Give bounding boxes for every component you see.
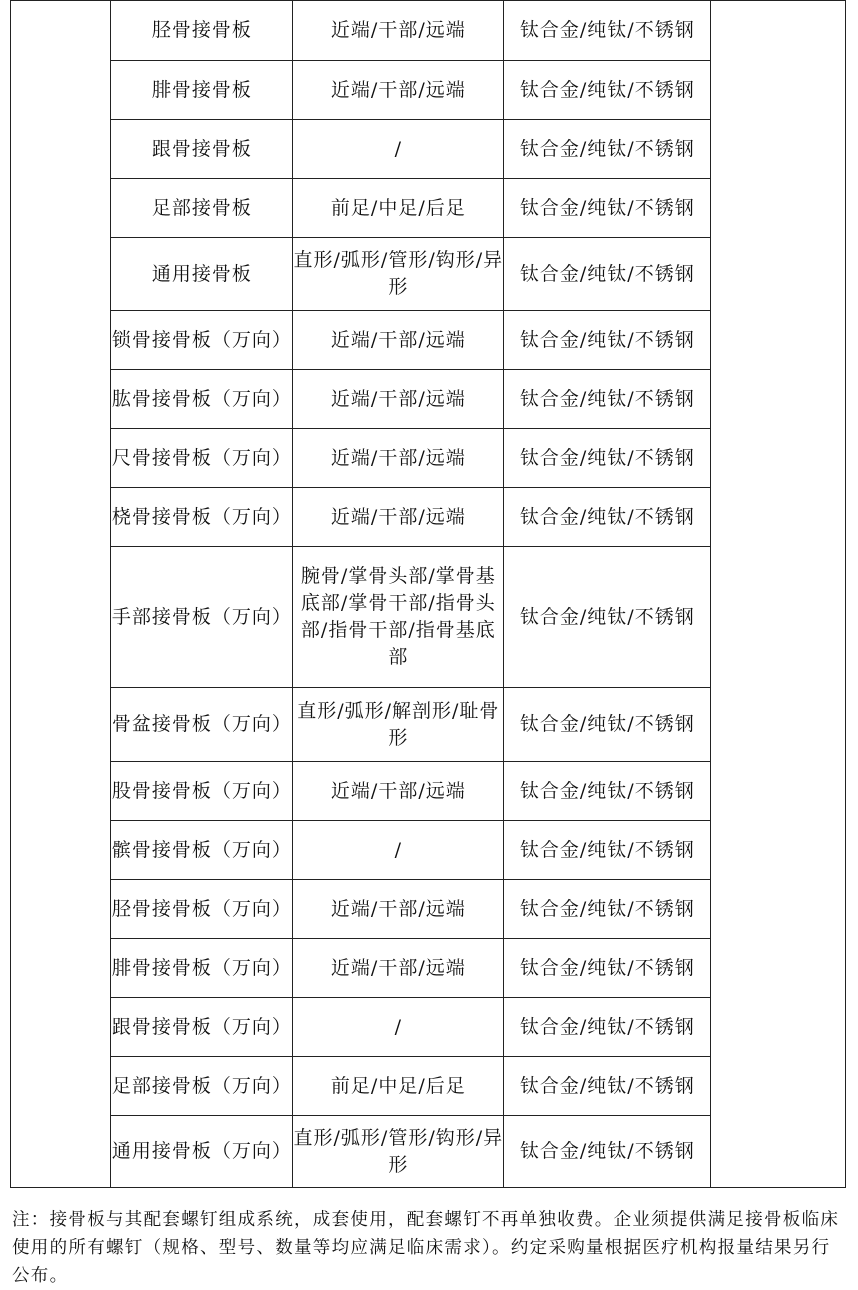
product-name-cell: 通用接骨板（万向）	[111, 1116, 293, 1188]
material-cell: 钛合金/纯钛/不锈钢	[504, 1, 711, 61]
material-cell: 钛合金/纯钛/不锈钢	[504, 939, 711, 998]
product-name-cell: 足部接骨板	[111, 179, 293, 238]
material-cell: 钛合金/纯钛/不锈钢	[504, 1116, 711, 1188]
material-cell: 钛合金/纯钛/不锈钢	[504, 311, 711, 370]
material-cell: 钛合金/纯钛/不锈钢	[504, 238, 711, 311]
parts-cell: 近端/干部/远端	[293, 488, 504, 547]
table-row	[11, 1, 846, 61]
material-cell: 钛合金/纯钛/不锈钢	[504, 370, 711, 429]
material-cell: 钛合金/纯钛/不锈钢	[504, 762, 711, 821]
parts-cell: /	[293, 821, 504, 880]
parts-cell: 近端/干部/远端	[293, 762, 504, 821]
parts-cell: 前足/中足/后足	[293, 179, 504, 238]
product-name-cell: 髌骨接骨板（万向）	[111, 821, 293, 880]
parts-cell: /	[293, 120, 504, 179]
product-name-cell: 骨盆接骨板（万向）	[111, 688, 293, 762]
product-spec-table	[10, 0, 846, 1188]
product-name-cell: 股骨接骨板（万向）	[111, 762, 293, 821]
material-cell: 钛合金/纯钛/不锈钢	[504, 429, 711, 488]
product-name-cell: 通用接骨板	[111, 238, 293, 311]
product-name-cell: 胫骨接骨板（万向）	[111, 880, 293, 939]
parts-cell: 腕骨/掌骨头部/掌骨基底部/掌骨干部/指骨头部/指骨干部/指骨基底部	[293, 547, 504, 688]
group-cell	[11, 1, 111, 1188]
material-cell: 钛合金/纯钛/不锈钢	[504, 821, 711, 880]
remark-cell	[711, 1, 846, 1188]
product-name-cell: 足部接骨板（万向）	[111, 1057, 293, 1116]
parts-cell: 近端/干部/远端	[293, 311, 504, 370]
product-name-cell: 腓骨接骨板	[111, 61, 293, 120]
material-cell: 钛合金/纯钛/不锈钢	[504, 61, 711, 120]
parts-cell: 直形/弧形/管形/钩形/异形	[293, 1116, 504, 1188]
product-name-cell: 跟骨接骨板（万向）	[111, 998, 293, 1057]
parts-cell: 近端/干部/远端	[293, 939, 504, 998]
material-cell: 钛合金/纯钛/不锈钢	[504, 120, 711, 179]
material-cell: 钛合金/纯钛/不锈钢	[504, 179, 711, 238]
parts-cell: 前足/中足/后足	[293, 1057, 504, 1116]
product-name-cell: 锁骨接骨板（万向）	[111, 311, 293, 370]
product-name-cell: 手部接骨板（万向）	[111, 547, 293, 688]
parts-cell: /	[293, 998, 504, 1057]
product-name-cell: 桡骨接骨板（万向）	[111, 488, 293, 547]
parts-cell: 近端/干部/远端	[293, 61, 504, 120]
product-name-cell: 胫骨接骨板	[111, 1, 293, 61]
product-name-cell: 尺骨接骨板（万向）	[111, 429, 293, 488]
parts-cell: 近端/干部/远端	[293, 370, 504, 429]
product-name-cell: 肱骨接骨板（万向）	[111, 370, 293, 429]
product-name-cell: 腓骨接骨板（万向）	[111, 939, 293, 998]
material-cell: 钛合金/纯钛/不锈钢	[504, 880, 711, 939]
material-cell: 钛合金/纯钛/不锈钢	[504, 998, 711, 1057]
parts-cell: 近端/干部/远端	[293, 1, 504, 61]
material-cell: 钛合金/纯钛/不锈钢	[504, 488, 711, 547]
parts-cell: 近端/干部/远端	[293, 880, 504, 939]
parts-cell: 直形/弧形/解剖形/耻骨形	[293, 688, 504, 762]
parts-cell: 直形/弧形/管形/钩形/异形	[293, 238, 504, 311]
footnote: 注：接骨板与其配套螺钉组成系统，成套使用，配套螺钉不再单独收费。企业须提供满足接骨板临床使用的所有螺钉（规格、型号、数量等均应满足临床需求）。约定采购量根据医疗机构报量结果另行公布。	[12, 1209, 840, 1286]
material-cell: 钛合金/纯钛/不锈钢	[504, 1057, 711, 1116]
material-cell: 钛合金/纯钛/不锈钢	[504, 688, 711, 762]
product-name-cell: 跟骨接骨板	[111, 120, 293, 179]
material-cell: 钛合金/纯钛/不锈钢	[504, 547, 711, 688]
parts-cell: 近端/干部/远端	[293, 429, 504, 488]
